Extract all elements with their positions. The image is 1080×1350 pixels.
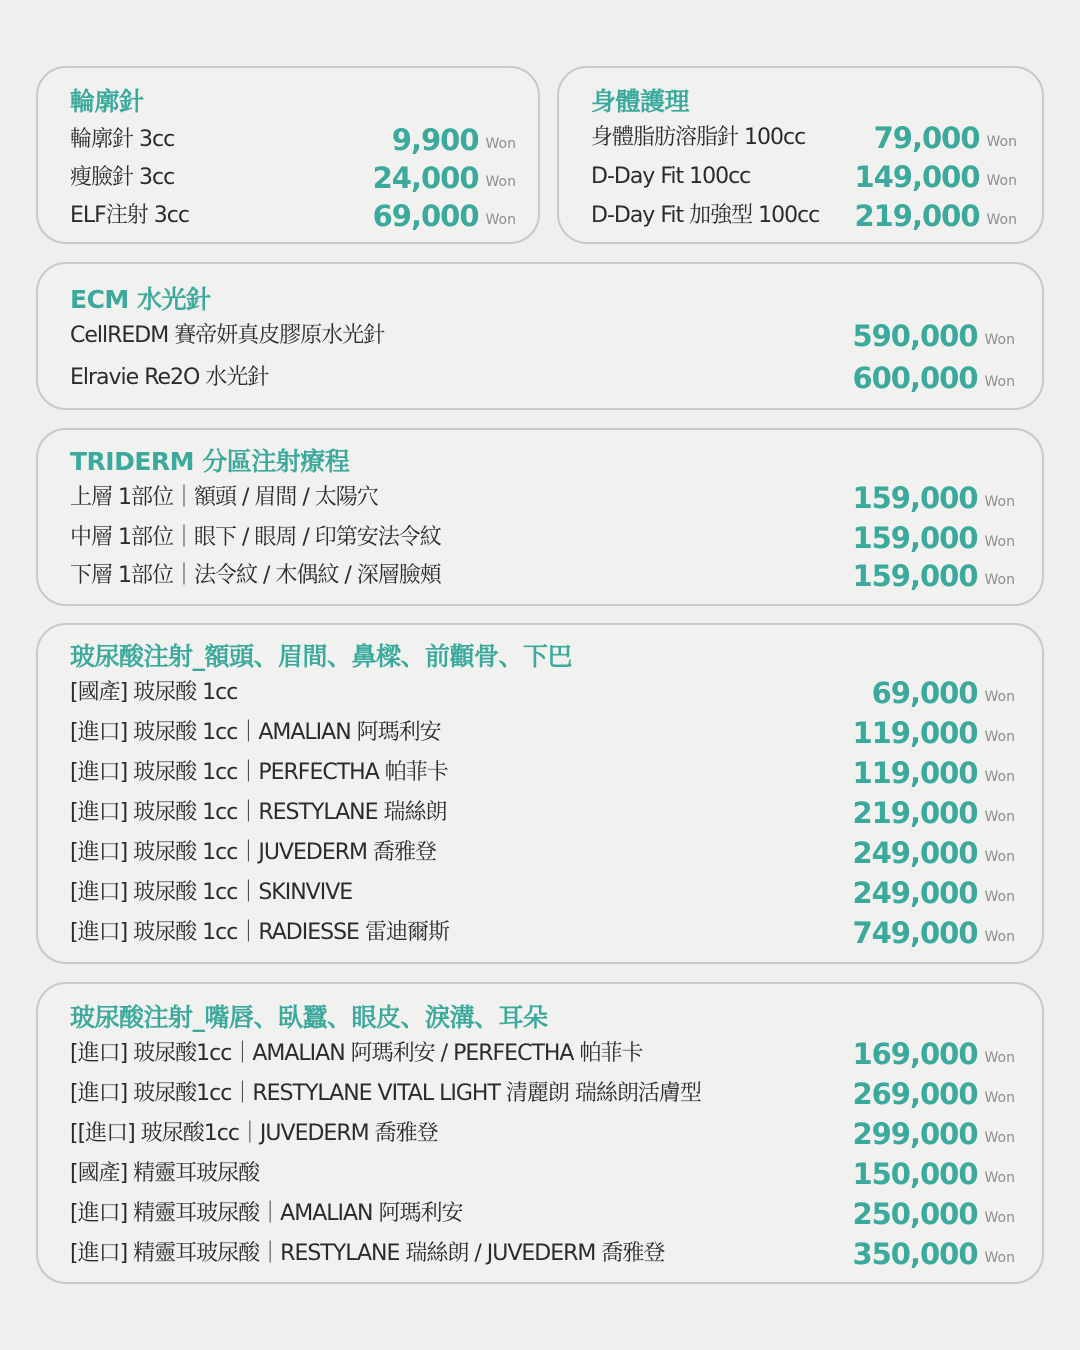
section-title: TRIDERM 分區注射療程: [70, 447, 350, 476]
list-item: [70, 793, 1015, 833]
list-item: [70, 673, 1015, 713]
item-name: [進口] 精靈耳玻尿酸｜RESTYLANE 瑞絲朗 / JUVEDERM 喬雅登: [70, 1241, 665, 1266]
item-name: 中層 1部位｜眼下 / 眼周 / 印第安法令紋: [70, 525, 441, 550]
section-card-filler-lips: [36, 982, 1044, 1284]
item-name: [進口] 玻尿酸 1cc｜SKINVIVE: [70, 880, 353, 905]
item-name: [[進口] 玻尿酸1cc｜JUVEDERM 喬雅登: [70, 1121, 438, 1146]
item-name: [進口] 玻尿酸1cc｜AMALIAN 阿瑪利安 / PERFECTHA 帕菲卡: [70, 1041, 643, 1066]
item-price: 149,000 Won: [854, 160, 1017, 194]
list-item: [70, 1154, 1015, 1194]
list-item: [70, 1074, 1015, 1114]
item-name: [進口] 玻尿酸1cc｜RESTYLANE VITAL LIGHT 清麗朗 瑞絲朗活膚型: [70, 1081, 701, 1106]
item-price: 350,000 Won: [852, 1237, 1015, 1271]
item-price: 249,000 Won: [852, 876, 1015, 910]
item-price: 69,000 Won: [871, 676, 1015, 710]
item-price: 219,000 Won: [852, 796, 1015, 830]
item-name: [進口] 玻尿酸 1cc｜AMALIAN 阿瑪利安: [70, 720, 441, 745]
list-item: [591, 118, 1017, 158]
item-price: 249,000 Won: [852, 836, 1015, 870]
item-name: 輪廓針 3cc: [70, 127, 175, 152]
list-item: [70, 478, 1015, 518]
section-title: 身體護理: [591, 87, 690, 116]
item-price: 9,900 Won: [391, 123, 516, 157]
list-item: [70, 1234, 1015, 1274]
list-item: [70, 913, 1015, 953]
item-name: [進口] 精靈耳玻尿酸｜AMALIAN 阿瑪利安: [70, 1201, 463, 1226]
item-name: ELF注射 3cc: [70, 203, 189, 228]
section-card-triderm: [36, 428, 1044, 606]
section-title: 玻尿酸注射_額頭、眉間、鼻樑、前顴骨、下巴: [70, 642, 573, 671]
list-item: [70, 873, 1015, 913]
item-price: 250,000 Won: [852, 1197, 1015, 1231]
item-name: [進口] 玻尿酸 1cc｜RADIESSE 雷迪爾斯: [70, 920, 449, 945]
item-price: 299,000 Won: [852, 1117, 1015, 1151]
item-price: 749,000 Won: [852, 916, 1015, 950]
item-name: [進口] 玻尿酸 1cc｜JUVEDERM 喬雅登: [70, 840, 436, 865]
list-item: [70, 556, 1015, 596]
list-item: [70, 1114, 1015, 1154]
item-price: 159,000 Won: [852, 481, 1015, 515]
item-name: 瘦臉針 3cc: [70, 165, 175, 190]
item-name: D-Day Fit 100cc: [591, 164, 751, 189]
item-price: 159,000 Won: [852, 521, 1015, 555]
item-price: 169,000 Won: [852, 1037, 1015, 1071]
item-price: 590,000 Won: [852, 319, 1015, 353]
section-card-filler-face: [36, 623, 1044, 964]
item-price: 600,000 Won: [852, 361, 1015, 395]
item-price: 159,000 Won: [852, 559, 1015, 593]
item-name: 身體脂肪溶脂針 100cc: [591, 125, 806, 150]
list-item: [70, 1194, 1015, 1234]
item-price: 69,000 Won: [372, 199, 516, 233]
list-item: [70, 196, 516, 236]
item-name: 下層 1部位｜法令紋 / 木偶紋 / 深層臉頰: [70, 563, 441, 588]
list-item: [591, 157, 1017, 197]
section-card-contour: [36, 66, 540, 244]
list-item: [70, 316, 1015, 356]
section-card-body: [557, 66, 1044, 244]
item-price: 24,000 Won: [372, 161, 516, 195]
list-item: [70, 518, 1015, 558]
list-item: [70, 358, 1015, 398]
item-price: 119,000 Won: [852, 716, 1015, 750]
section-title: ECM 水光針: [70, 285, 211, 314]
list-item: [70, 158, 516, 198]
item-price: 269,000 Won: [852, 1077, 1015, 1111]
item-name: D-Day Fit 加強型 100cc: [591, 203, 820, 228]
list-item: [70, 1034, 1015, 1074]
section-title: 玻尿酸注射_嘴唇、臥蠶、眼皮、淚溝、耳朵: [70, 1003, 548, 1032]
item-name: [國產] 精靈耳玻尿酸: [70, 1161, 260, 1186]
item-name: CellREDM 賽帝妍真皮膠原水光針: [70, 323, 385, 348]
item-name: 上層 1部位｜額頭 / 眉間 / 太陽穴: [70, 485, 378, 510]
item-name: [進口] 玻尿酸 1cc｜PERFECTHA 帕菲卡: [70, 760, 448, 785]
section-title: 輪廓針: [70, 87, 144, 116]
list-item: [70, 753, 1015, 793]
list-item: [591, 196, 1017, 236]
list-item: [70, 833, 1015, 873]
item-name: [國產] 玻尿酸 1cc: [70, 680, 238, 705]
item-price: 150,000 Won: [852, 1157, 1015, 1191]
item-price: 119,000 Won: [852, 756, 1015, 790]
section-card-ecm: [36, 262, 1044, 410]
item-name: Elravie Re2O 水光針: [70, 365, 269, 390]
item-price: 219,000 Won: [854, 199, 1017, 233]
list-item: [70, 120, 516, 160]
item-name: [進口] 玻尿酸 1cc｜RESTYLANE 瑞絲朗: [70, 800, 447, 825]
list-item: [70, 713, 1015, 753]
item-price: 79,000 Won: [873, 121, 1017, 155]
